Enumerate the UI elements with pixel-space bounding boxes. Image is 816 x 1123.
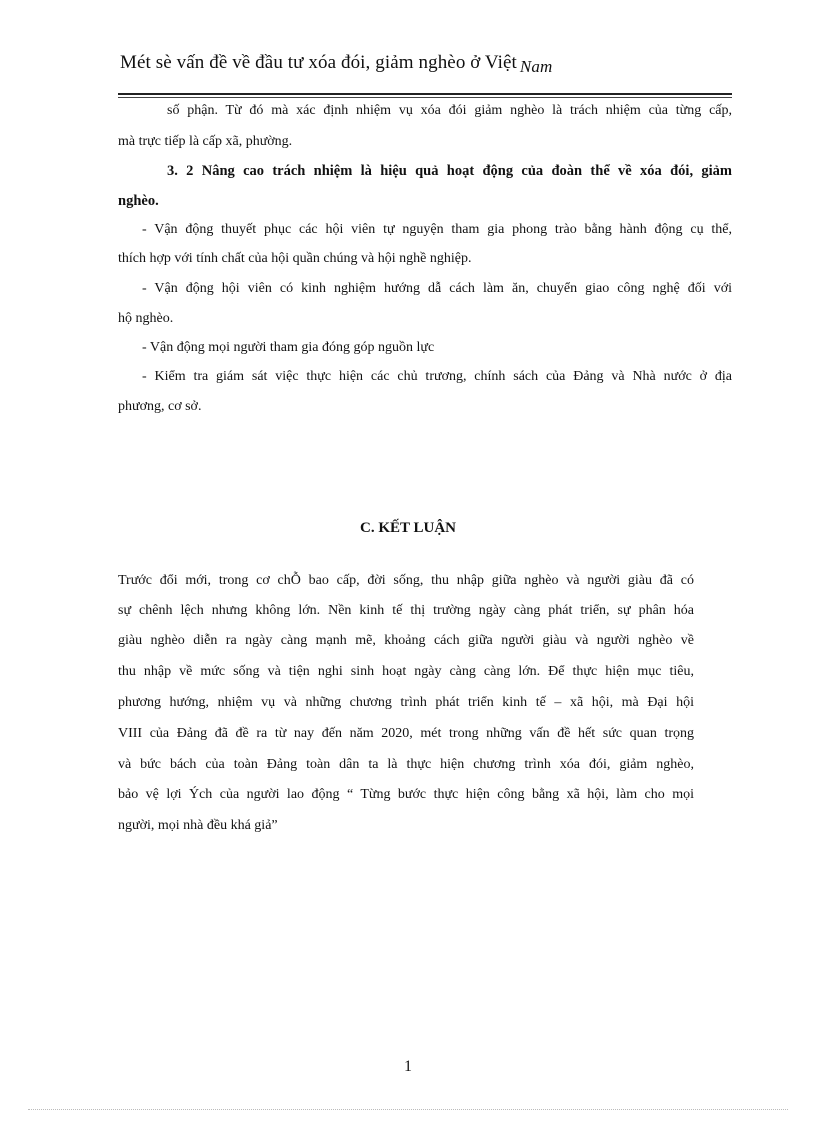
body-line: số phận. Từ đó mà xác định nhiệm vụ xóa đói giảm nghèo là trách nhiệm của từng cấp, xyxy=(167,103,732,118)
body-line: mà trực tiếp là cấp xã, phường. xyxy=(118,134,293,149)
section-heading-3-2: 3. 2 Nâng cao trách nhiệm là hiệu quả hoạt động của đoàn thể về xóa đói, giảm xyxy=(167,163,732,179)
conclusion-line: bảo vệ lợi Ých của người lao động “ Từng bước thực hiện công bằng xã hội, làm cho mọi xyxy=(118,787,694,802)
bullet-item-cont: thích hợp với tính chất của hội quần chúng và hội nghề nghiệp. xyxy=(118,251,472,266)
running-header-text: Mét sè vấn đề về đầu tư xóa đói, giảm nghèo ở Việt xyxy=(120,52,517,73)
conclusion-line: giàu nghèo diễn ra ngày càng mạnh mẽ, khoảng cách giữa người giàu và người nghèo về xyxy=(118,633,694,648)
section-heading-3-2-cont: nghèo. xyxy=(118,193,159,209)
running-header-script-text: Nam xyxy=(519,57,553,76)
header-rule-thin xyxy=(118,97,732,98)
page-bottom-divider xyxy=(28,1109,788,1110)
bullet-item: - Vận động thuyết phục các hội viên tự nguyện tham gia phong trào bằng hành động cụ thể, xyxy=(142,222,732,237)
conclusion-line: Trước đổi mới, trong cơ chỖ bao cấp, đời sống, thu nhập giữa nghèo và người giàu đã có xyxy=(118,573,694,588)
conclusion-line: sự chênh lệch nhưng không lớn. Nền kinh tế thị trường ngày càng phát triển, sự phân hóa xyxy=(118,603,694,618)
bullet-item-cont: phương, cơ sở. xyxy=(118,399,202,414)
bullet-item: - Vận động hội viên có kinh nghiệm hướng dẫ cách làm ăn, chuyển giao công nghệ đối với xyxy=(142,281,732,296)
bullet-item: - Vận động mọi người tham gia đóng góp nguồn lực xyxy=(142,340,435,355)
conclusion-line: VIII của Đảng đã đề ra từ nay đến năm 2020, mét trong những vấn đề hết sức quan trọng xyxy=(118,726,694,741)
conclusion-line: và bức bách của toàn Đảng toàn dân ta là thực hiện chương trình xóa đói, giảm nghèo, xyxy=(118,757,694,772)
page-number: 1 xyxy=(404,1058,412,1075)
conclusion-line: thu nhập về mức sống và tiện nghi sinh hoạt ngày càng càng lớn. Để thực hiện mục tiêu, xyxy=(118,664,694,679)
bullet-item: - Kiểm tra giám sát việc thực hiện các chủ trương, chính sách của Đảng và Nhà nước ở địa xyxy=(142,369,732,384)
header-rule-thick xyxy=(118,93,732,95)
conclusion-heading: C. KẾT LUẬN xyxy=(360,520,456,536)
running-header xyxy=(120,52,552,74)
conclusion-line: người, mọi nhà đều khá giả” xyxy=(118,818,278,833)
conclusion-line: phương hướng, nhiệm vụ và những chương trình phát triển kinh tế – xã hội, mà Đại hội xyxy=(118,695,694,710)
bullet-item-cont: hộ nghèo. xyxy=(118,311,174,326)
